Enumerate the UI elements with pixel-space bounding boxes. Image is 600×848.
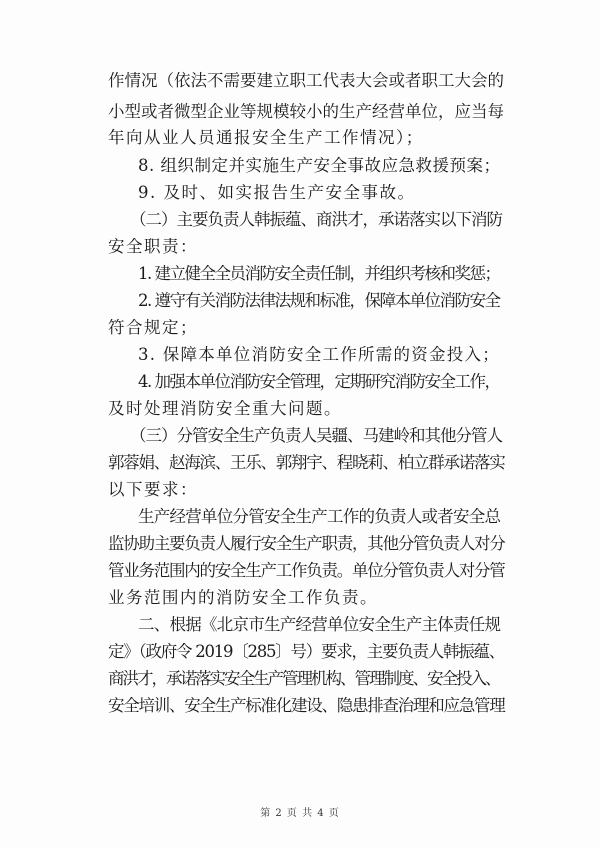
text-line: 作情况（依法不需要建立职工代表大会或者职工大会的 — [108, 71, 504, 90]
text-line: 生产经营单位分管安全生产工作的负责人或者安全总 — [138, 507, 501, 526]
text-line: 管业务范围内的安全生产工作负责。单位分管负责人对分管 — [108, 561, 505, 580]
text-line: 安全培训、安全生产标准化建设、隐患排查治理和应急管理 — [108, 696, 505, 715]
text-line: 1. 建立健全全员消防安全责任制，并组织考核和奖惩； — [138, 264, 500, 283]
text-line: 安全职责： — [108, 237, 198, 256]
text-line: （二）主要负责人韩振蕴、商洪才，承诺落实以下消防 — [130, 210, 502, 229]
text-line: （三）分管安全生产负责人吴疆、马建岭和其他分管人 — [130, 426, 502, 445]
text-line: 定》（政府令 2019〔285〕号）要求，主要负责人韩振蕴、 — [108, 642, 504, 661]
text-line: 商洪才，承诺落实安全生产管理机构、管理制度、安全投入、 — [108, 669, 500, 688]
text-line: 2. 遵守有关消防法律法规和标准，保障本单位消防安全 — [138, 291, 500, 310]
text-line: 监协助主要负责人履行安全生产职责，其他分管负责人对分 — [108, 534, 505, 553]
text-line: 及时处理消防安全重大问题。 — [108, 399, 342, 418]
text-line: 符合规定； — [108, 318, 198, 337]
text-line: 以下要求： — [108, 480, 198, 499]
text-line: 3. 保障本单位消防安全工作所需的资金投入； — [138, 345, 500, 364]
text-line: 8. 组织制定并实施生产安全事故应急救援预案； — [138, 156, 501, 175]
text-line: 4. 加强本单位消防安全管理，定期研究消防安全工作， — [138, 372, 500, 391]
text-line: 小型或者微型企业等规模较小的生产经营单位，应当每 — [108, 102, 504, 121]
text-line: 业务范围内的消防安全工作负责。 — [108, 588, 378, 607]
text-line: 年向从业人员通报安全生产工作情况）； — [108, 128, 424, 147]
page-number-footer: 第 2 页 共 4 页 — [260, 808, 340, 819]
text-line: 二、根据《北京市生产经营单位安全生产主体责任规 — [138, 615, 501, 634]
text-line: 9. 及时、如实报告生产安全事故。 — [138, 183, 416, 202]
text-line: 郭蓉娟、赵海滨、王乐、郭翔宇、程晓莉、柏立群承诺落实 — [108, 453, 505, 472]
